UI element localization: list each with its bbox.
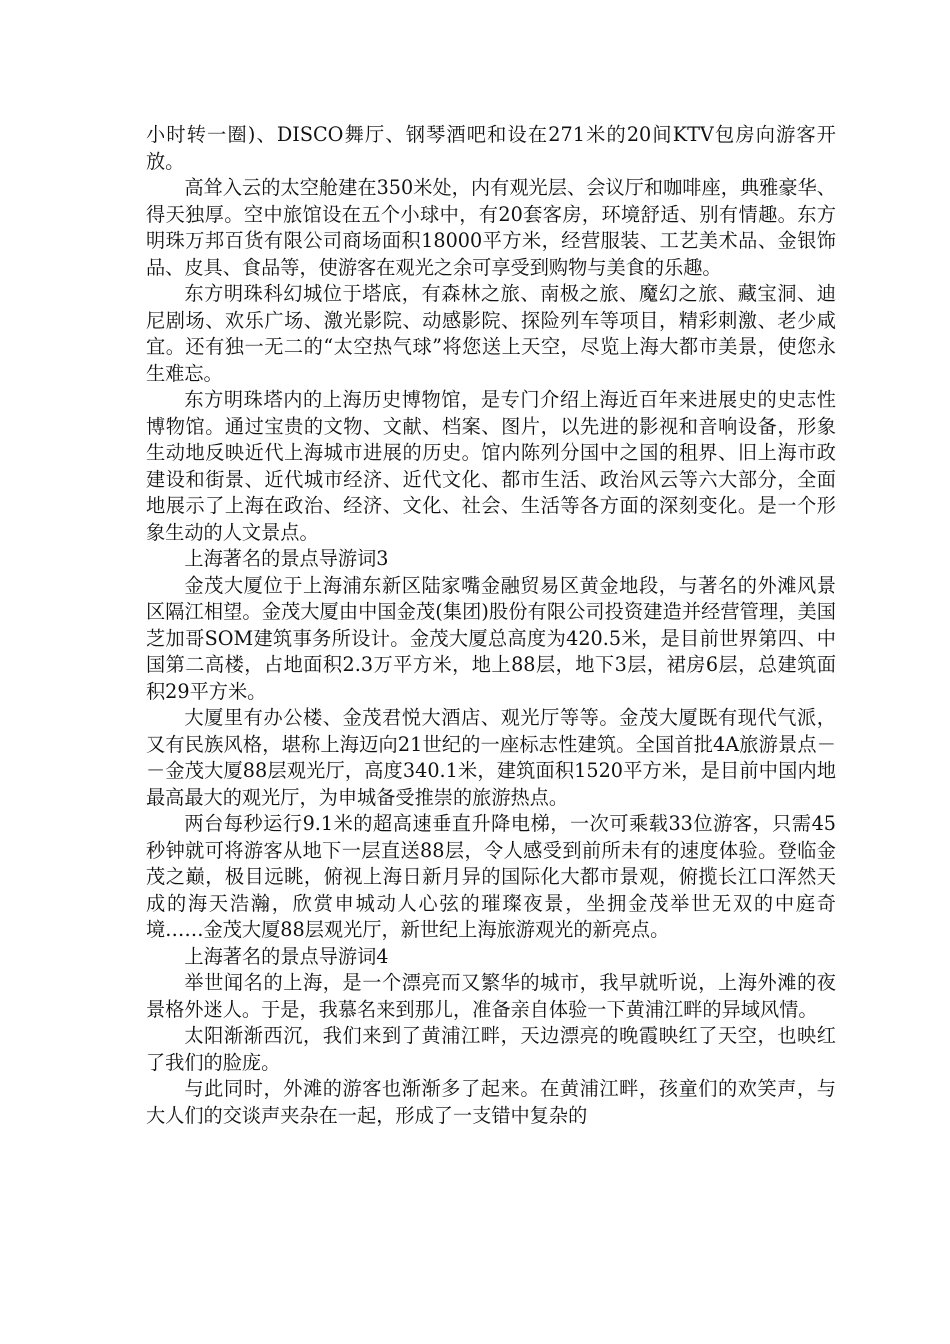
paragraph-crowd: 与此同时，外滩的游客也渐渐多了起来。在黄浦江畔，孩童们的欢笑声，与大人们的交谈声夹杂在一起，形成了一支错中复杂的 (146, 1077, 836, 1127)
paragraph-space-capsule: 高耸入云的太空舱建在350米处，内有观光层、会议厅和咖啡座，典雅豪华、得天独厚。空中旅馆设在五个小球中，有20套客房，环境舒适、别有情趣。东方明珠万邦百货有限公司商场面积18000平方米，经营服装、工艺美术品、金银饰品、皮具、食品等，使游客在观光之余可享受到购物与美食的乐趣。 (146, 176, 836, 279)
paragraph-continuation: 小时转一圈)、DISCO舞厅、钢琴酒吧和设在271米的20间KTV包房向游客开放。 (146, 123, 836, 173)
paragraph-jinmao-intro: 金茂大厦位于上海浦东新区陆家嘴金融贸易区黄金地段，与著名的外滩风景区隔江相望。金茂大厦由中国金茂(集团)股份有限公司投资建造并经营管理，美国芝加哥SOM建筑事务所设计。金茂大厦总高度为420.5米，是目前世界第四、中国第二高楼，占地面积2.3万平方米，地上88层，地下3层，裙房6层，总建筑面积29平方米。 (146, 573, 836, 703)
document-body (146, 122, 836, 1129)
section-heading-4: 上海著名的景点导游词4 (184, 944, 389, 968)
paragraph-jinmao-building: 大厦里有办公楼、金茂君悦大酒店、观光厅等等。金茂大厦既有现代气派，又有民族风格，堪称上海迈向21世纪的一座标志性建筑。全国首批4A旅游景点－－金茂大厦88层观光厅，高度340.1米，建筑面积1520平方米，是目前中国内地最高最大的观光厅，为申城备受推崇的旅游热点。 (146, 706, 836, 809)
paragraph-jinmao-elevator: 两台每秒运行9.1米的超高速垂直升降电梯，一次可乘载33位游客，只需45秒钟就可将游客从地下一层直送88层，令人感受到前所未有的速度体验。登临金茂之巅，极目远眺，俯视上海日新月异的国际化大都市景观，俯揽长江口浑然天成的海天浩瀚，欣赏申城动人心弦的璀璨夜景，坐拥金茂举世无双的中庭奇境……金茂大厦88层观光厅，新世纪上海旅游观光的新亮点。 (146, 812, 836, 941)
paragraph-sunset: 太阳渐渐西沉，我们来到了黄浦江畔，天边漂亮的晚霞映红了天空，也映红了我们的脸庞。 (146, 1024, 836, 1074)
paragraph-sci-fi-city: 东方明珠科幻城位于塔底，有森林之旅、南极之旅、魔幻之旅、藏宝洞、迪尼剧场、欢乐广场、激光影院、动感影院、探险列车等项目，精彩刺激、老少咸宜。还有独一无二的“太空热气球”将您送上天空，尽览上海大都市美景，使您永生难忘。 (146, 282, 836, 385)
paragraph-history-museum: 东方明珠塔内的上海历史博物馆，是专门介绍上海近百年来进展史的史志性博物馆。通过宝贵的文物、文献、档案、图片，以先进的影视和音响设备，形象生动地反映近代上海城市进展的历史。馆内陈列分国中之国的租界、旧上海市政建设和街景、近代城市经济、近代文化、都市生活、政治风云等六大部分，全面地展示了上海在政治、经济、文化、社会、生活等各方面的深刻变化。是一个形象生动的人文景点。 (146, 388, 836, 544)
section-heading-3: 上海著名的景点导游词3 (184, 547, 389, 570)
paragraph-bund-intro: 举世闻名的上海，是一个漂亮而又繁华的城市，我早就听说，上海外滩的夜景格外迷人。于是，我慕名来到那儿，准备亲自体验一下黄浦江畔的异域风情。 (146, 971, 836, 1021)
